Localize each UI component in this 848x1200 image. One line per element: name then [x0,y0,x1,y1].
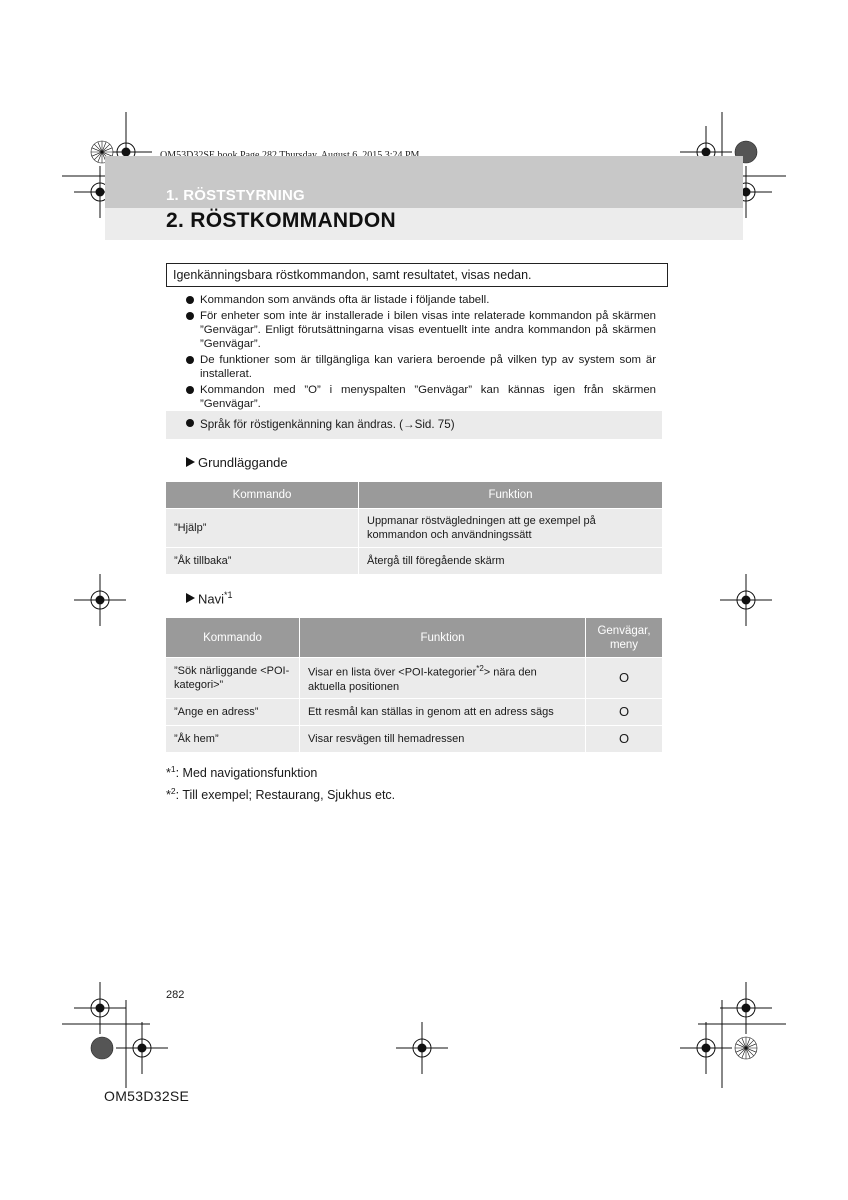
bullet-icon [186,296,194,304]
column-header: Funktion [300,618,586,658]
table-row [166,509,662,548]
column-header: Kommando [166,482,359,509]
bullet-icon [186,419,194,427]
table-row [166,658,662,699]
function-cell: Visar resvägen till hemadressen [300,726,586,753]
triangle-icon [186,457,195,467]
function-cell: Uppmanar röstvägledningen att ge exempel på kommandon och användningssätt [359,509,662,548]
column-header: Kommando [166,618,300,658]
list-item: Kommandon som används ofta är listade i följande tabell. [186,293,656,307]
list-item: De funktioner som är tillgängliga kan variera beroende på vilken typ av system som är installerat. [186,353,656,381]
shortcut-mark: O [586,726,662,753]
command-cell: ”Åk hem” [166,726,300,753]
shortcut-mark: O [586,699,662,726]
function-cell: Ett resmål kan ställas in genom att en adress sägs [300,699,586,726]
bullet-icon [186,356,194,364]
section-title: 1. RÖSTSTYRNING [166,187,305,204]
navi-commands-table [166,618,662,753]
command-cell: ”Åk tillbaka” [166,548,359,575]
function-cell: Återgå till föregående skärm [359,548,662,575]
shortcut-mark: O [586,658,662,699]
table-row [166,699,662,726]
command-cell: ”Hjälp” [166,509,359,548]
command-cell: ”Sök närliggande <POI-kategori>” [166,658,300,699]
list-item: För enheter som inte är installerade i bilen visas inte relaterade kommandon på skärmen ”Genvägar”. Enligt förutsättningarna visas eventuellt inte andra kommandon på skärmen ”Genvägar”. [186,309,656,351]
column-header: Genvägar, meny [586,618,662,658]
note-text: Språk för röstigenkänning kan ändras. (→Sid. 75) [186,418,455,431]
function-cell: Visar en lista över <POI-kategorier$^{*2}$> nära den aktuella positionen [300,658,586,699]
footnote: *$^1$: Med navigationsfunktion [166,764,318,781]
navi-heading: Navi$^{*1}$ [186,590,233,606]
bullet-list [186,293,656,413]
page-number: 282 [166,989,185,1001]
footnote: *$^2$: Till exempel; Restaurang, Sjukhus etc. [166,786,396,803]
bullet-icon [186,312,194,320]
list-item: Kommandon med ”O” i menyspalten ”Genvägar” kan kännas igen från skärmen ”Genvägar”. [186,383,656,411]
footnotes [166,760,395,804]
table-row [166,726,662,753]
column-header: Funktion [359,482,662,509]
chapter-title: 2. RÖSTKOMMANDON [166,209,396,232]
basic-heading: Grundläggande [186,455,288,470]
basic-commands-table [166,482,662,575]
table-row [166,548,662,575]
triangle-icon [186,593,195,603]
bullet-icon [186,386,194,394]
model-code: OM53D32SE [104,1088,190,1104]
intro-box: Igenkänningsbara röstkommandon, samt resultatet, visas nedan. [166,263,668,287]
command-cell: ”Ange en adress” [166,699,300,726]
